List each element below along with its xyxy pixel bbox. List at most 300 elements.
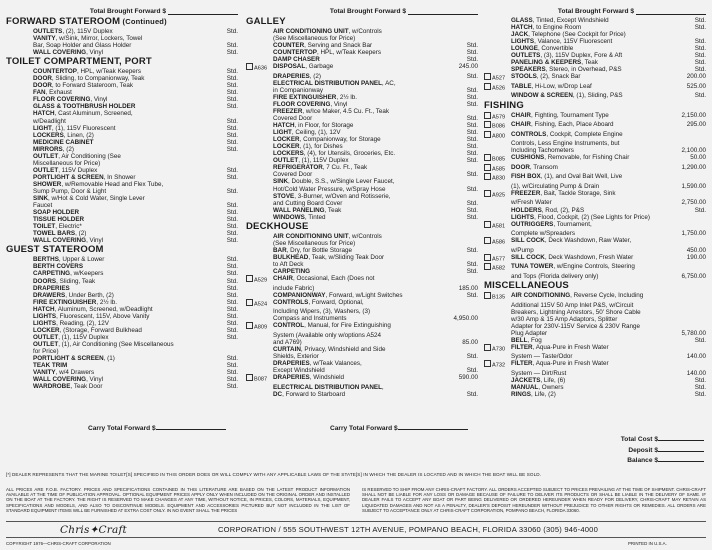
line-item bbox=[6, 292, 238, 299]
option-code bbox=[246, 391, 273, 398]
option-code bbox=[246, 186, 273, 193]
order-checkbox[interactable] bbox=[484, 292, 491, 299]
line-item bbox=[6, 68, 238, 75]
option-code bbox=[246, 193, 273, 200]
line-item bbox=[484, 183, 706, 190]
line-item bbox=[6, 341, 238, 348]
item-price: Std. bbox=[226, 230, 238, 238]
option-code bbox=[6, 195, 33, 202]
item-description: Including Wipers, (3), Washers, (3) bbox=[273, 308, 371, 316]
toilet-footnote: [*] DEALER REPRESENTS THAT THE MARINE TOILET[S] SPECIFIED IN THIS ORDER DOES OR WILL COMPLY WITH ANY APPLICABLE LAWS OF THE STATE[S] IN WHICH THE DEALER IS LOCATED AND IN WHICH THE BOAT WILL BE SOLD. bbox=[6, 472, 542, 477]
item-description: ELECTRICAL DISTRIBUTION PANEL, AC, bbox=[273, 79, 396, 87]
line-item bbox=[484, 292, 706, 302]
item-price bbox=[208, 195, 238, 202]
order-checkbox[interactable] bbox=[484, 254, 491, 261]
line-item bbox=[6, 376, 238, 383]
item-price: Std. bbox=[466, 260, 478, 268]
item-description: OUTRIGGERS, Tournament, bbox=[511, 220, 592, 228]
line-item bbox=[246, 233, 478, 240]
line-item bbox=[6, 96, 238, 103]
item-description: LIGHT, Ceiling, (1), 12V bbox=[273, 129, 341, 137]
item-description: PORTLIGHT & SCREEN, (1) bbox=[33, 355, 115, 363]
option-code: A585 bbox=[484, 164, 511, 174]
line-item bbox=[246, 136, 478, 143]
line-item bbox=[6, 216, 238, 223]
item-description: in Companionway bbox=[273, 86, 324, 94]
order-checkbox[interactable] bbox=[484, 83, 491, 90]
option-code bbox=[6, 216, 33, 223]
line-item bbox=[246, 207, 478, 214]
order-checkbox[interactable] bbox=[484, 344, 491, 351]
item-price bbox=[448, 193, 478, 200]
line-item bbox=[484, 247, 706, 254]
order-checkbox[interactable] bbox=[246, 322, 253, 329]
option-code bbox=[6, 68, 33, 75]
item-price bbox=[676, 140, 706, 147]
line-item bbox=[6, 160, 238, 167]
option-code: A730 bbox=[484, 344, 511, 354]
item-description: PORTLIGHT & SCREEN, In Shower bbox=[33, 173, 136, 181]
item-description: HATCH, in Floor, for Storage bbox=[273, 122, 354, 130]
item-price: Std. bbox=[694, 38, 706, 46]
line-item bbox=[484, 337, 706, 344]
item-price: Std. bbox=[226, 270, 238, 278]
item-description: REFRIGERATOR, 7 Cu. Ft., Teak bbox=[273, 164, 368, 172]
item-description: (1), w/Circulating Pump & Drain bbox=[511, 182, 600, 190]
option-code bbox=[246, 73, 273, 80]
item-price bbox=[208, 35, 238, 42]
item-price: Std. bbox=[466, 86, 478, 94]
line-item bbox=[484, 254, 706, 264]
line-item bbox=[246, 101, 478, 108]
line-item bbox=[246, 63, 478, 73]
item-description: STOVE, 3-Burner, w/Oven and Rotisserie, bbox=[273, 192, 391, 200]
item-price bbox=[448, 332, 478, 339]
option-code bbox=[484, 247, 511, 254]
option-code bbox=[6, 110, 33, 117]
option-code bbox=[6, 369, 33, 376]
line-item bbox=[6, 132, 238, 139]
option-code bbox=[246, 308, 273, 315]
option-code bbox=[484, 52, 511, 59]
line-item bbox=[246, 247, 478, 254]
line-item bbox=[484, 59, 706, 66]
item-price: Std. bbox=[694, 52, 706, 60]
item-price: Std. bbox=[466, 171, 478, 179]
item-price: Std. bbox=[226, 209, 238, 217]
option-code bbox=[6, 327, 33, 334]
item-description: Bar, Soap Holder and Glass Holder bbox=[33, 42, 132, 50]
option-code bbox=[484, 377, 511, 384]
line-item bbox=[6, 355, 238, 362]
line-item bbox=[484, 221, 706, 231]
line-item bbox=[6, 174, 238, 181]
line-item bbox=[6, 263, 238, 270]
item-price: 245.00 bbox=[458, 63, 478, 71]
item-price bbox=[448, 178, 478, 185]
item-price bbox=[676, 131, 706, 141]
line-item bbox=[246, 268, 478, 275]
item-price: Std. bbox=[226, 284, 238, 292]
item-description: TEAK TRIM bbox=[33, 362, 68, 370]
option-code bbox=[6, 320, 33, 327]
line-item bbox=[484, 391, 706, 398]
line-item bbox=[246, 94, 478, 101]
item-price: Std. bbox=[466, 353, 478, 361]
option-code bbox=[6, 313, 33, 320]
item-description: Covered Door bbox=[273, 171, 313, 179]
option-code bbox=[6, 49, 33, 56]
order-checkbox[interactable] bbox=[484, 263, 491, 270]
item-description: GLASS, Tinted, Except Windshield bbox=[511, 17, 609, 24]
option-code bbox=[246, 108, 273, 115]
option-code bbox=[246, 247, 273, 254]
item-description: CHAIR, Fighting, Tournament Type bbox=[511, 111, 609, 119]
line-item bbox=[246, 87, 478, 94]
line-item bbox=[246, 285, 478, 292]
item-description: and A769) bbox=[273, 338, 302, 346]
item-description: JACKETS, Life, (6) bbox=[511, 376, 566, 384]
item-description: Sump Pump, Door & Light bbox=[33, 187, 107, 195]
option-code bbox=[484, 330, 511, 337]
line-item bbox=[6, 313, 238, 320]
item-price bbox=[676, 344, 706, 354]
line-item bbox=[246, 150, 478, 157]
item-price: Std. bbox=[466, 72, 478, 80]
item-price: Std. bbox=[226, 103, 238, 111]
item-list-middle bbox=[246, 17, 478, 398]
item-description: JACK, Telephone (See Cockpit for Price) bbox=[511, 31, 626, 39]
line-item bbox=[6, 181, 238, 188]
item-price bbox=[208, 181, 238, 188]
line-item bbox=[246, 391, 478, 398]
option-code bbox=[6, 348, 33, 355]
line-item bbox=[484, 199, 706, 206]
item-price: 590.00 bbox=[458, 374, 478, 382]
line-item bbox=[6, 237, 238, 244]
item-description: (See Miscellaneous for Price) bbox=[273, 35, 356, 43]
item-description: WALL PANELING, Teak bbox=[273, 206, 342, 214]
item-price: Std. bbox=[466, 291, 478, 299]
item-price: 450.00 bbox=[686, 246, 706, 254]
item-price bbox=[208, 160, 238, 167]
item-description: LOUNGE, Convertible bbox=[511, 45, 574, 53]
line-item bbox=[6, 278, 238, 285]
option-code bbox=[6, 174, 33, 181]
item-price: 1,750.00 bbox=[681, 230, 706, 238]
item-price: Std. bbox=[466, 136, 478, 144]
order-checkbox[interactable] bbox=[484, 154, 491, 161]
line-item bbox=[484, 230, 706, 237]
item-description: AIR CONDITIONING, Reverse Cycle, Including bbox=[511, 291, 644, 299]
item-description: DOOR, to Forward Stateroom, Teak bbox=[33, 82, 133, 90]
option-code bbox=[6, 139, 33, 146]
item-price: Std. bbox=[226, 263, 238, 271]
item-description: CHAIR, Fishing, Each, Place Aboard bbox=[511, 121, 614, 129]
line-item bbox=[484, 121, 706, 131]
item-description: BULKHEAD, Teak, w/Sliding Teak Door bbox=[273, 253, 385, 261]
order-checkbox[interactable] bbox=[246, 275, 253, 282]
item-description: DRAPERIES bbox=[33, 284, 70, 292]
item-description: VANITY, w/4 Drawers bbox=[33, 369, 95, 377]
item-price: Std. bbox=[226, 138, 238, 146]
line-item bbox=[484, 237, 706, 247]
chris-craft-logo: Chris✦Craft bbox=[60, 524, 127, 536]
item-description: DAMP CHASER bbox=[273, 56, 320, 64]
option-code bbox=[246, 136, 273, 143]
line-item bbox=[6, 327, 238, 334]
option-code bbox=[484, 92, 511, 99]
item-description: FREEZER, Bait, Tackle Storage, Sink bbox=[511, 189, 616, 197]
item-description: CARPETING, w/Keepers bbox=[33, 270, 104, 278]
item-description: CONTROLS, Forward, Optional, bbox=[273, 298, 364, 306]
line-item bbox=[246, 193, 478, 200]
option-code: A526 bbox=[484, 83, 511, 93]
line-item bbox=[484, 384, 706, 391]
item-description: COUNTER, Serving and Snack Bar bbox=[273, 42, 373, 50]
line-item bbox=[6, 209, 238, 216]
line-item bbox=[6, 202, 238, 209]
line-item bbox=[484, 147, 706, 154]
order-checkbox[interactable] bbox=[484, 173, 491, 180]
option-code bbox=[246, 339, 273, 346]
option-code bbox=[484, 31, 511, 38]
item-description: Faucet bbox=[33, 202, 53, 210]
option-code bbox=[6, 75, 33, 82]
item-price: 2,750.00 bbox=[681, 199, 706, 207]
item-description: AIR CONDITIONING UNIT, w/Controls bbox=[273, 28, 382, 35]
item-price: Std. bbox=[466, 122, 478, 130]
item-price bbox=[676, 323, 706, 330]
line-item bbox=[246, 292, 478, 299]
item-price: Std. bbox=[226, 291, 238, 299]
option-code bbox=[6, 167, 33, 174]
item-price: 4,950.00 bbox=[453, 315, 478, 323]
line-item bbox=[246, 171, 478, 178]
item-price: Std. bbox=[466, 390, 478, 398]
item-description: LOCKER, (1), for Dishes bbox=[273, 143, 343, 151]
item-price bbox=[448, 240, 478, 247]
item-price: Std. bbox=[226, 256, 238, 264]
line-item bbox=[484, 24, 706, 31]
item-description: and Tops (Florida delivery only) bbox=[511, 272, 599, 280]
item-description: SPEAKERS, Stereo, in Overhead, P&S bbox=[511, 66, 622, 74]
item-price bbox=[676, 309, 706, 316]
section-header: GUEST STATEROOM bbox=[6, 244, 104, 256]
item-price bbox=[448, 275, 478, 285]
item-description: DOORS, Sliding, Teak bbox=[33, 277, 96, 285]
item-price: Std. bbox=[226, 42, 238, 50]
line-item bbox=[484, 263, 706, 273]
line-item bbox=[484, 66, 706, 73]
option-code bbox=[246, 360, 273, 367]
option-code bbox=[6, 355, 33, 362]
item-price: Std. bbox=[226, 319, 238, 327]
line-item bbox=[246, 254, 478, 261]
option-code bbox=[246, 254, 273, 261]
column-right bbox=[484, 8, 706, 398]
item-price bbox=[676, 31, 706, 38]
item-description: BELL, Fog bbox=[511, 336, 542, 344]
item-price: 525.00 bbox=[686, 82, 706, 90]
option-code bbox=[246, 346, 273, 353]
line-item bbox=[484, 309, 706, 316]
line-item bbox=[484, 273, 706, 280]
order-checkbox[interactable] bbox=[484, 112, 491, 119]
option-code bbox=[246, 42, 273, 49]
option-code bbox=[6, 188, 33, 195]
item-price: Std. bbox=[694, 376, 706, 384]
section-header: DECKHOUSE bbox=[246, 220, 309, 232]
item-description: OUTLET, 115V Duplex bbox=[33, 166, 98, 174]
option-code bbox=[484, 59, 511, 66]
line-item bbox=[6, 28, 238, 35]
order-checkbox[interactable] bbox=[484, 131, 491, 138]
order-checkbox[interactable] bbox=[484, 73, 491, 80]
line-item bbox=[484, 112, 706, 122]
item-price: Std. bbox=[466, 157, 478, 165]
option-code bbox=[6, 96, 33, 103]
order-checkbox[interactable] bbox=[484, 237, 491, 244]
order-checkbox[interactable] bbox=[246, 299, 253, 306]
line-item bbox=[246, 42, 478, 49]
item-price: Std. bbox=[226, 305, 238, 313]
carry-total-forward: Carry Total Forward $ bbox=[330, 423, 468, 432]
line-item bbox=[6, 82, 238, 89]
line-item bbox=[484, 38, 706, 45]
item-description: and Cutting Board Cover bbox=[273, 199, 343, 207]
item-price: Std. bbox=[226, 173, 238, 181]
item-price: Std. bbox=[226, 362, 238, 370]
item-price bbox=[448, 108, 478, 115]
option-code: A800 bbox=[484, 131, 511, 141]
line-item bbox=[6, 195, 238, 202]
option-code bbox=[484, 316, 511, 323]
option-code bbox=[6, 383, 33, 390]
option-code bbox=[484, 38, 511, 45]
order-checkbox[interactable] bbox=[484, 360, 491, 367]
item-price bbox=[676, 263, 706, 273]
line-item bbox=[484, 154, 706, 164]
total-brought-forward: Total Brought Forward $ bbox=[484, 8, 706, 15]
option-code bbox=[6, 146, 33, 153]
option-code bbox=[6, 376, 33, 383]
order-checkbox[interactable] bbox=[484, 190, 491, 197]
option-code bbox=[246, 332, 273, 339]
line-item bbox=[246, 275, 478, 285]
line-item bbox=[246, 200, 478, 207]
option-code: A577 bbox=[484, 254, 511, 264]
item-description: DOOR, Sliding, to Companionway, Teak bbox=[33, 75, 145, 83]
option-code bbox=[484, 337, 511, 344]
order-checkbox[interactable] bbox=[246, 374, 253, 381]
item-price: Std. bbox=[466, 206, 478, 214]
item-price bbox=[676, 214, 706, 221]
item-description: TUNA TOWER, w/Engine Controls, Steering bbox=[511, 263, 635, 271]
line-item bbox=[6, 139, 238, 146]
item-description: CHAIR, Occasional, Each (Does not bbox=[273, 275, 375, 283]
item-description: Including Tachometers bbox=[511, 147, 574, 155]
item-description: w/Fresh Water bbox=[511, 199, 552, 207]
line-item bbox=[484, 164, 706, 174]
section-header: FISHING bbox=[484, 99, 524, 111]
option-code bbox=[246, 292, 273, 299]
option-code bbox=[6, 42, 33, 49]
line-item bbox=[246, 108, 478, 115]
option-code bbox=[6, 334, 33, 341]
item-description: DISPOSAL, Garbage bbox=[273, 63, 334, 71]
option-code: A529 bbox=[246, 275, 273, 285]
option-code bbox=[6, 82, 33, 89]
item-description: to Aft Deck bbox=[273, 260, 304, 268]
line-item bbox=[484, 31, 706, 38]
item-description: DOOR, Transom bbox=[511, 163, 558, 171]
line-item bbox=[6, 49, 238, 56]
item-description: HATCH, to Engine Room bbox=[511, 24, 582, 32]
item-description: DC, Forward to Starboard bbox=[273, 390, 346, 398]
option-code: A586 bbox=[484, 237, 511, 247]
option-code bbox=[246, 157, 273, 164]
line-item bbox=[484, 140, 706, 147]
line-item bbox=[6, 285, 238, 292]
order-checkbox[interactable] bbox=[484, 121, 491, 128]
option-code bbox=[6, 103, 33, 110]
item-price: Std. bbox=[466, 42, 478, 50]
item-price: Std. bbox=[226, 166, 238, 174]
item-price: Std. bbox=[226, 145, 238, 153]
option-code bbox=[6, 270, 33, 277]
line-item bbox=[484, 370, 706, 377]
item-price: Std. bbox=[694, 206, 706, 214]
line-item bbox=[6, 118, 238, 125]
line-item bbox=[6, 334, 238, 341]
option-code: B087 bbox=[246, 374, 273, 384]
item-price: Std. bbox=[226, 326, 238, 334]
order-checkbox[interactable] bbox=[246, 63, 253, 70]
item-price bbox=[676, 237, 706, 247]
item-description: System (Available only w/options A524 bbox=[273, 331, 382, 339]
item-description: Adapter for 230V-115V Service & 230V Range bbox=[511, 322, 641, 330]
item-description: SILL COCK, Deck Washdown, Raw Water, bbox=[511, 237, 632, 245]
option-code bbox=[246, 101, 273, 108]
item-description: FLOOR COVERING, Vinyl bbox=[33, 96, 108, 104]
order-checkbox[interactable] bbox=[484, 164, 491, 171]
option-code bbox=[246, 384, 273, 391]
order-checkbox[interactable] bbox=[484, 221, 491, 228]
option-code: A830 bbox=[484, 173, 511, 183]
corporation-address: CORPORATION / 555 SOUTHWEST 12TH AVENUE, POMPANO BEACH, FLORIDA 33060 (305) 946-4000 bbox=[218, 525, 599, 534]
line-item bbox=[484, 52, 706, 59]
item-description: MEDICINE CABINET bbox=[33, 138, 94, 146]
option-code bbox=[484, 214, 511, 221]
item-description: DRAPERIES, (2) bbox=[273, 72, 321, 80]
option-code bbox=[6, 230, 33, 237]
line-item bbox=[246, 240, 478, 247]
line-item bbox=[246, 80, 478, 87]
option-code bbox=[246, 115, 273, 122]
item-price: Std. bbox=[226, 355, 238, 363]
line-item bbox=[484, 360, 706, 370]
option-code bbox=[6, 256, 33, 263]
item-description: LOCKER, (Storage, Forward Bulkhead bbox=[33, 326, 142, 334]
item-price: Std. bbox=[226, 237, 238, 245]
item-description: SILL COCK, Deck Washdown, Fresh Water bbox=[511, 253, 634, 261]
option-code bbox=[6, 181, 33, 188]
option-code bbox=[246, 214, 273, 221]
line-item bbox=[6, 89, 238, 96]
item-description: OUTLETS, (2), 115V Duplex bbox=[33, 28, 113, 35]
option-code bbox=[246, 261, 273, 268]
